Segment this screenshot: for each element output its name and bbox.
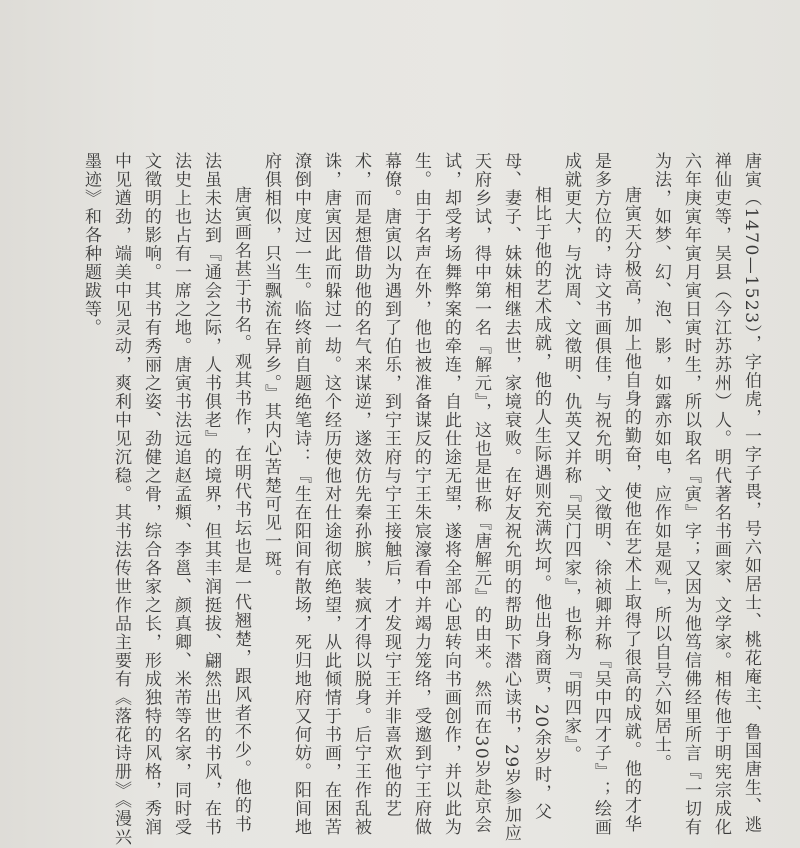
paragraph-life: 相比于他的艺术成就，他的人生际遇则充满坎坷。他出身商贾，20余岁时，父母、妻子、妹妹相继去世，家境衰败。在好友祝允明的帮助下潜心读书，29岁参加应天府乡试，得中第一名『解元』，这也是世称『唐解元』的由来。然而在30岁赴京会试，却受考场舞弊案的牵连，自此仕途无望，遂将全部心思转向书画创作，并以此为生。由于名声在外，他也被准备谋反的宁王朱宸濠看中并竭力笼络，受邀到宁王府做幕僚。唐寅以为遇到了伯乐，到宁王府与宁王接触后，才发现宁王并非喜欢他的艺术，而是想借助他的名气来谋逆，遂效仿先秦孙膑，装疯才得以脱身。后宁王作乱被诛，唐寅因此而躲过一劫。这个经历使他对仕途彻底绝望，从此倾情于书画，在困苦潦倒中度过一生。临终前自题绝笔诗：『生在阳间有散场，死归地府又何妨。阳间地府俱相似，只当飘流在异乡。』其内心苦楚可见一斑。 [261,152,551,843]
paragraph-calligraphy: 唐寅画名甚于书名。观其书作，在明代书坛也是一代翘楚，跟风者不少。他的书法虽未达到『通会之际，人书俱老』的境界，但其丰润挺拔、翩然出世的书风，在书法史上也占有一席之地。唐寅书法远追赵孟頫、李邕、颜真卿、米芾等名家，同时受文徵明的影响。其书有秀丽之姿、劲健之骨，综合各家之长，形成独特的风格，秀润中见遒劲，端美中见灵动，爽利中见沉稳。其书法传世作品主要有《落花诗册》《漫兴墨迹》和各种题跋等。 [81,152,251,847]
paragraph-biography: 唐寅（1470—1523），字伯虎，一字子畏，号六如居士、桃花庵主、鲁国唐生、逃禅仙吏等，吴县（今江苏苏州）人。明代著名书画家、文学家。相传他于明宪宗成化六年庚寅年寅月寅日寅时生，所以取名『寅』字；又因为他笃信佛经里所言『一切有为法，如梦、幻、泡、影，如露亦如电，应作如是观』，所以自号六如居士。 [651,152,761,837]
vertical-text-body [6,152,766,848]
paragraph-talent: 唐寅天分极高，加上他自身的勤奋，使他在艺术上取得了很高的成就。他的才华是多方位的，诗文书画俱佳，与祝允明、文徵明、徐祯卿并称『吴中四才子』；绘画成就更大，与沈周、文徵明、仇英又并称『吴门四家』，也称为『明四家』。 [561,152,641,837]
